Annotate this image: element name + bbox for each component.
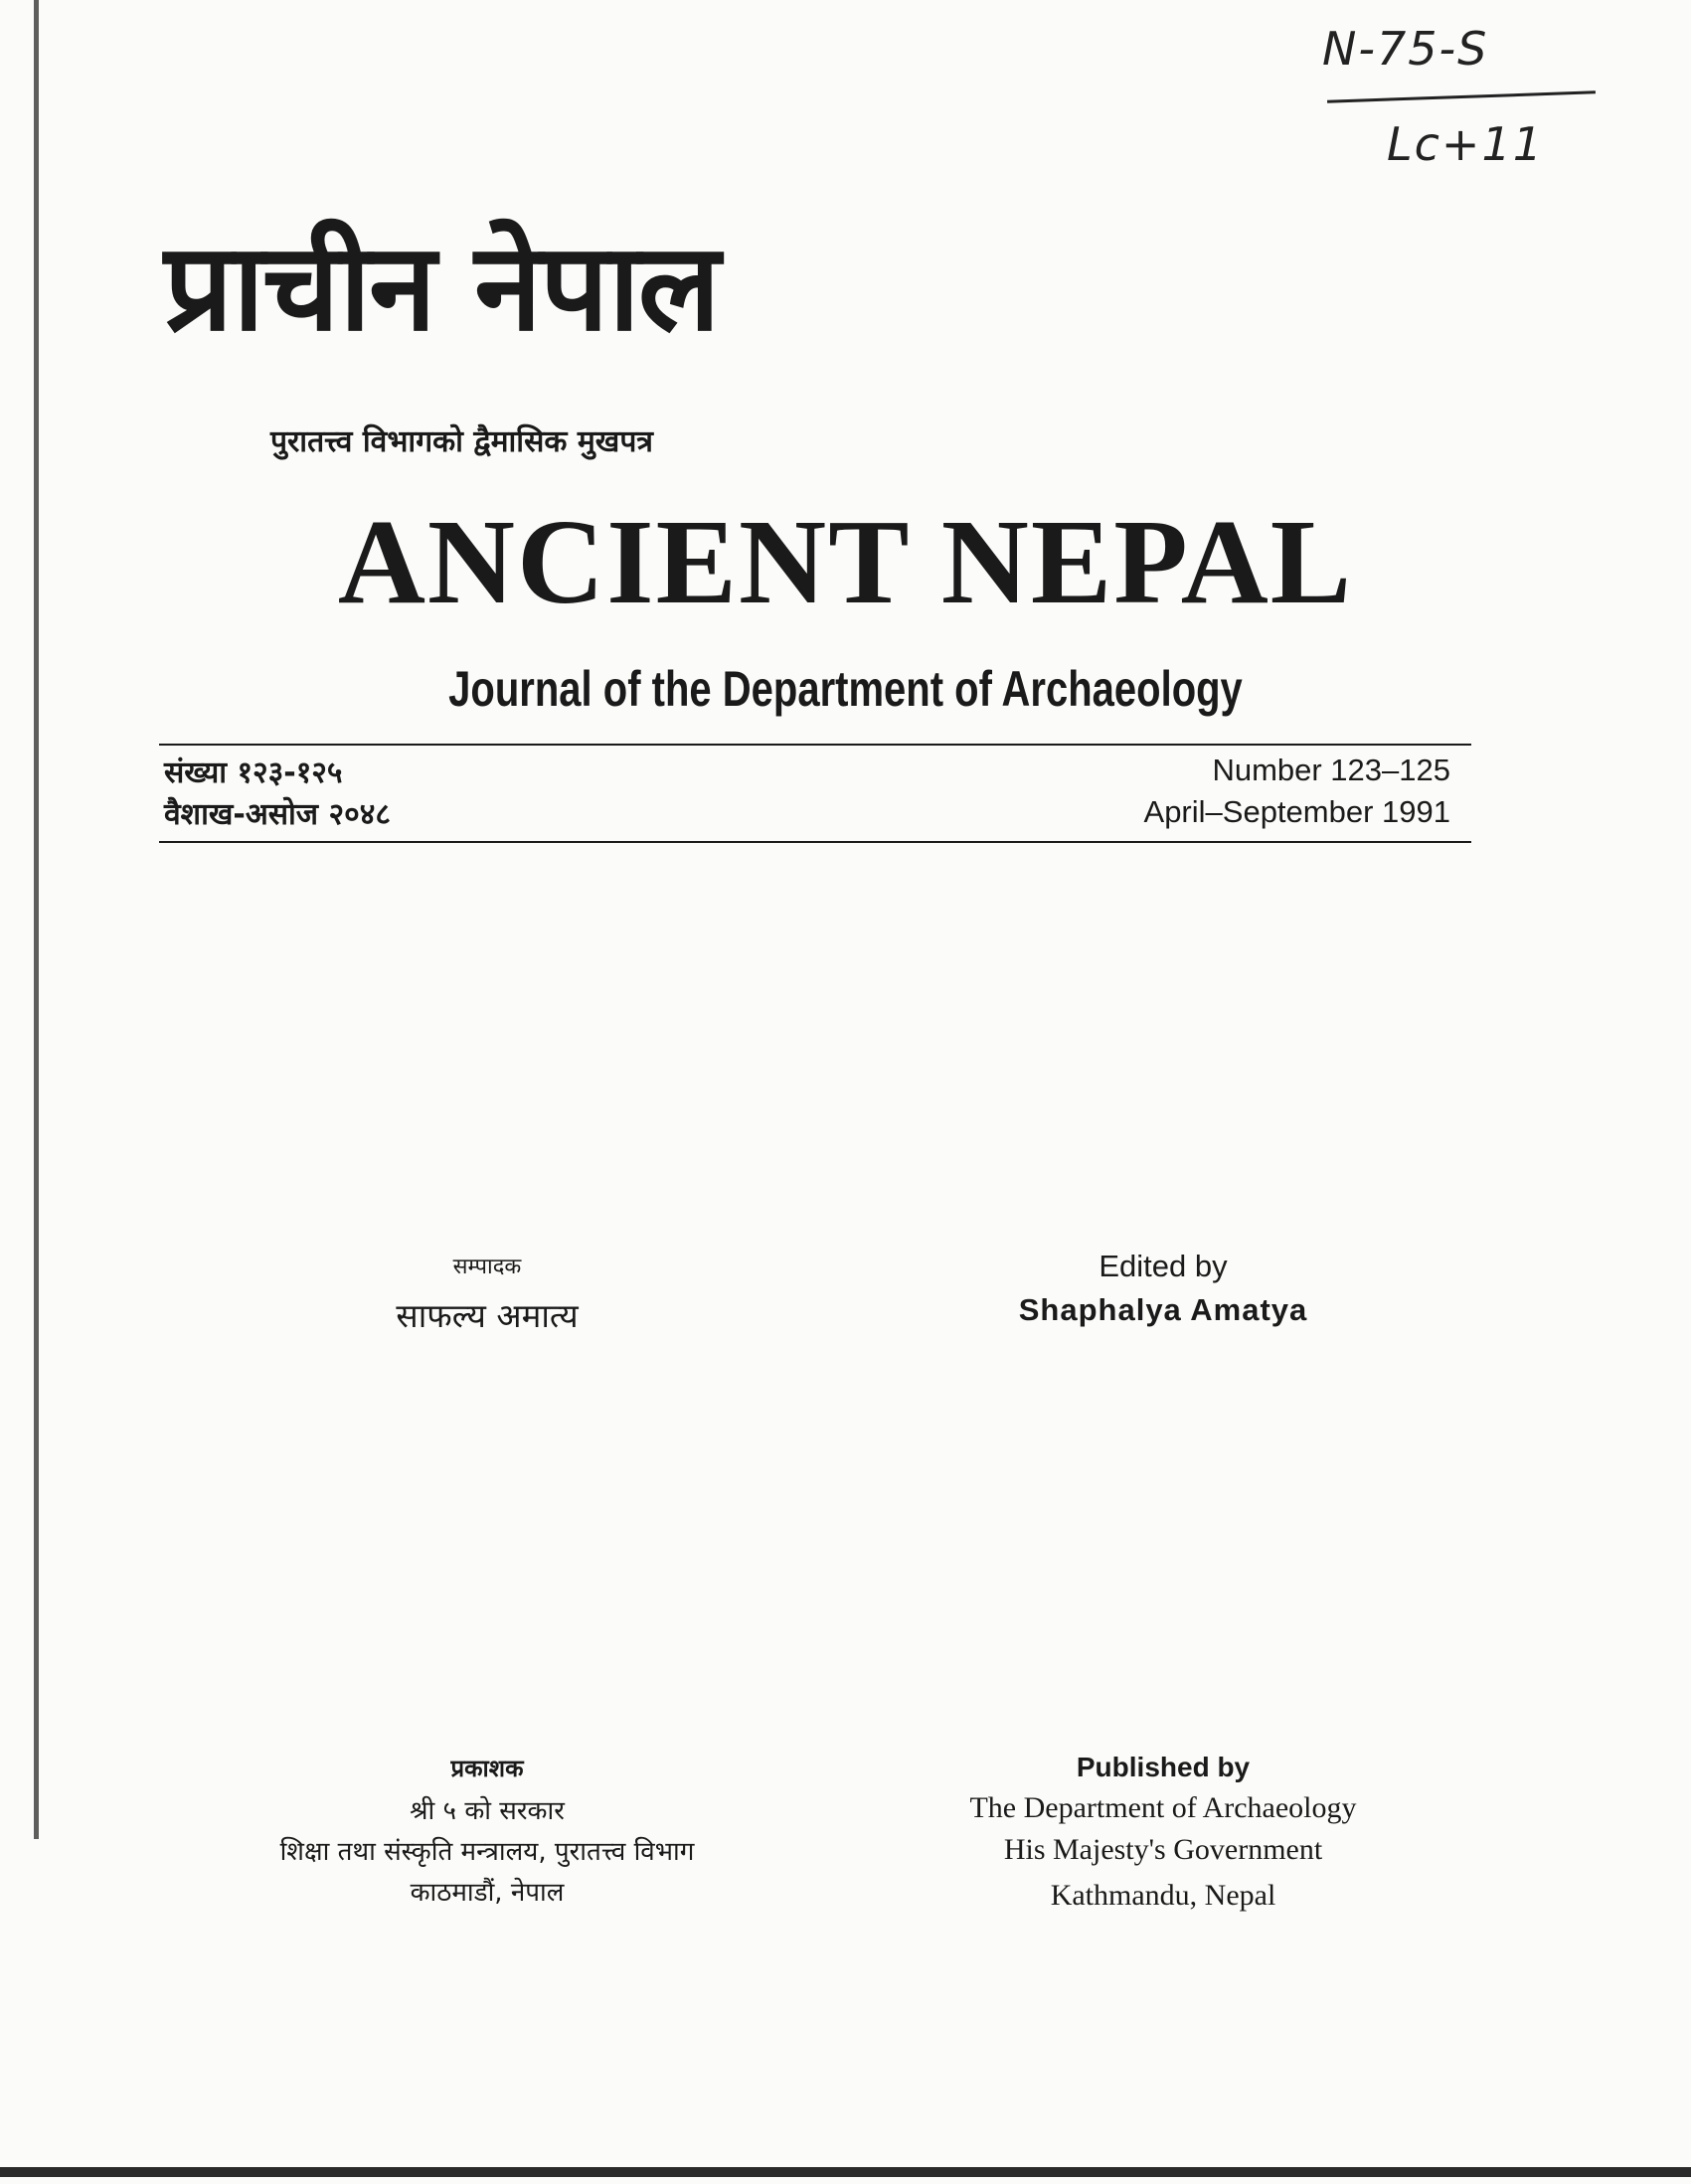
journal-title: ANCIENT NEPAL — [337, 495, 1354, 629]
handwritten-shelf-mark: Lc+11 — [1387, 117, 1544, 171]
nepali-publisher-line2: शिक्षा तथा संस्कृति मन्त्रालय, पुरातत्त्व विभाग — [279, 1837, 695, 1867]
handwritten-call-number: N-75-S — [1322, 22, 1489, 76]
nepali-issue-number: संख्या १२३-१२५ — [164, 756, 343, 790]
scan-left-edge — [34, 0, 39, 1839]
handwritten-divider — [1327, 90, 1596, 102]
nepali-masthead-subtitle: पुरातत्त्व विभागको द्वैमासिक मुखपत्र — [270, 424, 653, 459]
editor-name: Shaphalya Amatya — [1018, 1292, 1308, 1327]
editor-label: Edited by — [1099, 1249, 1228, 1283]
nepali-publisher-line1: श्री ५ को सरकार — [410, 1796, 565, 1826]
nepali-masthead-title: प्राचीन नेपाल — [164, 217, 719, 358]
issue-number: Number 123–125 — [1212, 753, 1450, 787]
publisher-label: Published by — [1076, 1752, 1251, 1782]
journal-subtitle: Journal of the Department of Archaeology — [448, 661, 1243, 717]
top-rule — [159, 744, 1471, 746]
publisher-line3: Kathmandu, Nepal — [1050, 1879, 1276, 1912]
publisher-line2: His Majesty's Government — [1003, 1833, 1323, 1866]
nepali-publisher-line3: काठमाडौं, नेपाल — [410, 1878, 565, 1908]
nepali-issue-date: वैशाख-असोज २०४८ — [164, 797, 391, 832]
nepali-editor-name: साफल्य अमात्य — [396, 1296, 579, 1335]
scan-bottom-edge — [0, 2167, 1691, 2177]
nepali-publisher-label: प्रकाशक — [450, 1755, 524, 1782]
nepali-editor-label: सम्पादक — [452, 1255, 522, 1279]
issue-date: April–September 1991 — [1143, 794, 1450, 829]
publisher-line1: The Department of Archaeology — [969, 1791, 1357, 1824]
bottom-rule — [159, 841, 1471, 843]
